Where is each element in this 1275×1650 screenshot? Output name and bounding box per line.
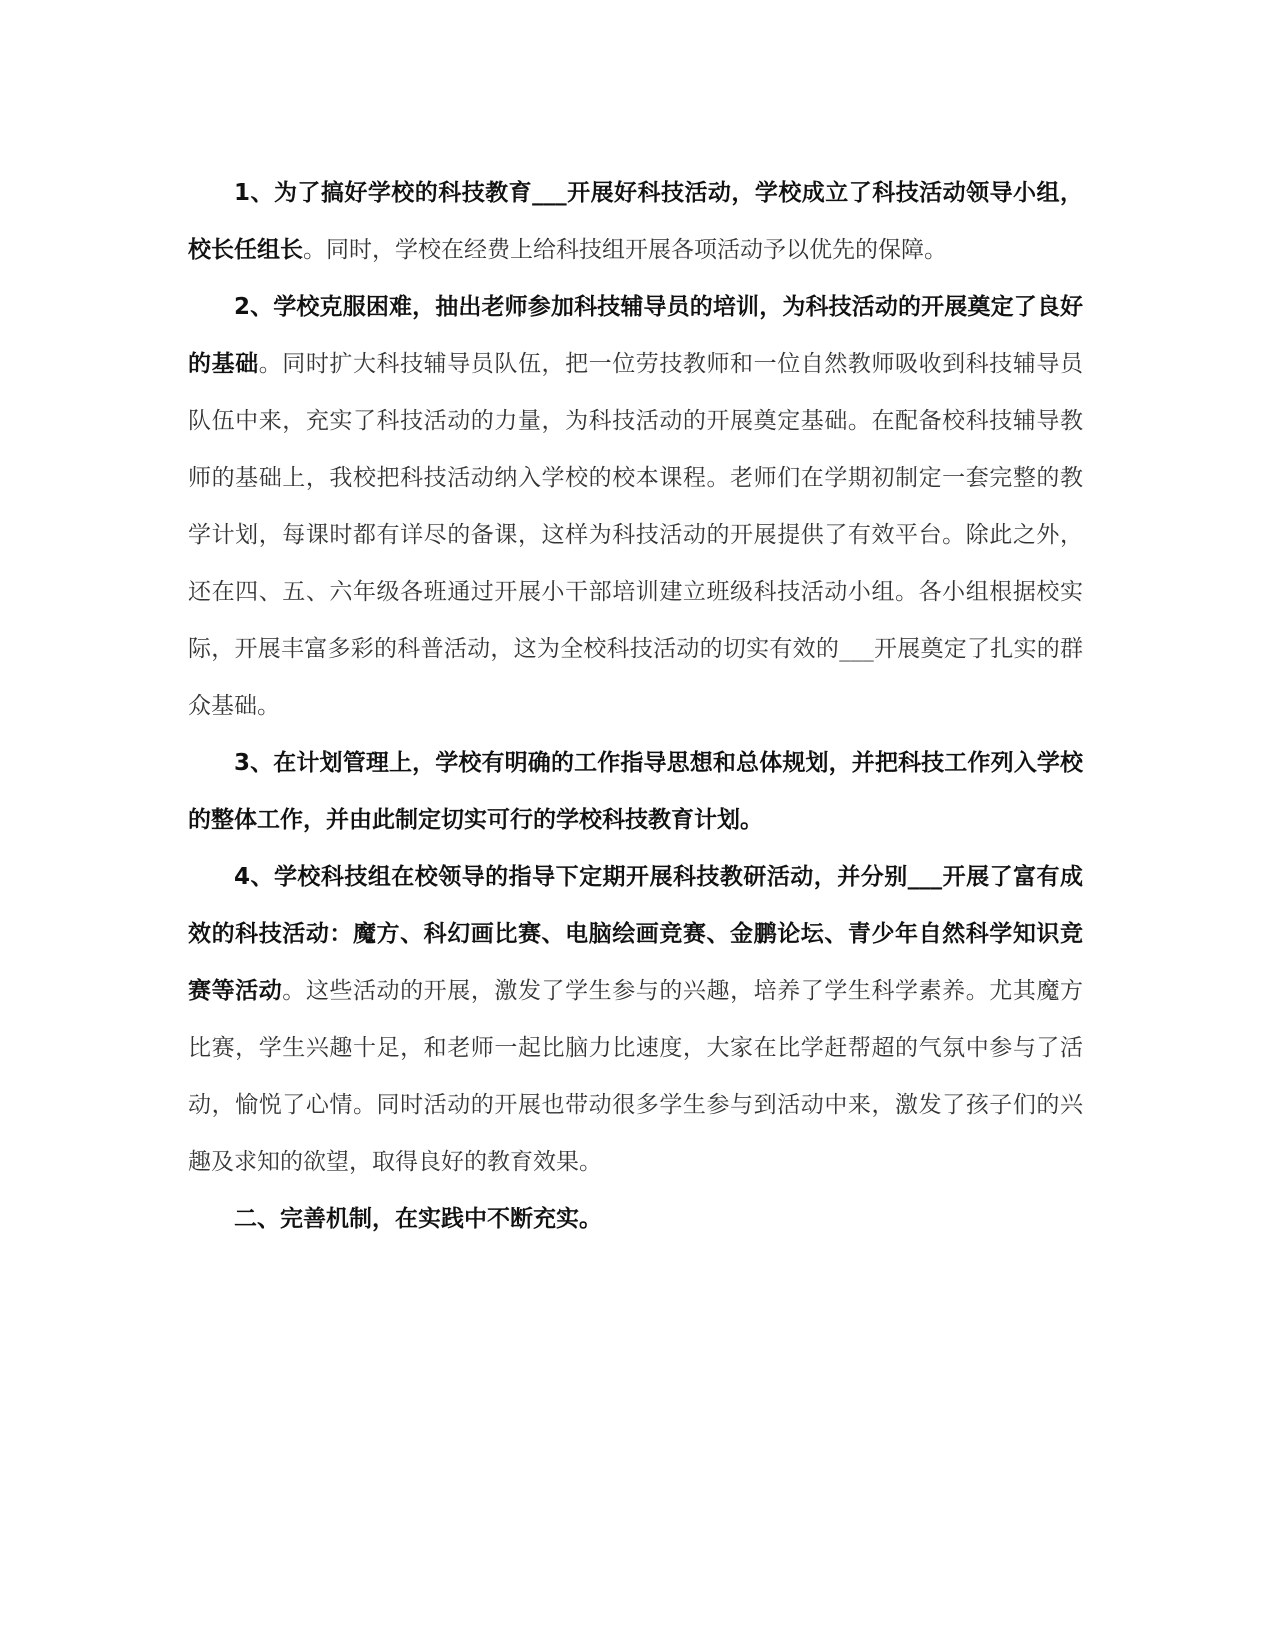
paragraph-2-bold: 2、学校克服困难，抽出老师参加科技辅导员的培训，为科技活动的开展奠定了良好的基础	[188, 294, 1083, 377]
paragraph-4	[188, 849, 1083, 1191]
paragraph-1-bold: 1、为了搞好学校的科技教育___开展好科技活动，学校成立了科技活动领导小组，校长任组长	[188, 180, 1083, 263]
paragraph-1	[188, 165, 1083, 279]
paragraph-2-regular: 。同时扩大科技辅导员队伍，把一位劳技教师和一位自然教师吸收到科技辅导员队伍中来，充实了科技活动的力量，为科技活动的开展奠定基础。在配备校科技辅导教师的基础上，我校把科技活动纳入学校的校本课程。老师们在学期初制定一套完整的教学计划，每课时都有详尽的备课，这样为科技活动的开展提供了有效平台。除此之外，还在四、五、六年级各班通过开展小干部培训建立班级科技活动小组。各小组根据校实际，开展丰富多彩的科普活动，这为全校科技活动的切实有效的___开展奠定了扎实的群众基础。	[188, 351, 1084, 719]
section-heading-text: 二、完善机制，在实践中不断充实。	[234, 1206, 602, 1232]
paragraph-2	[188, 279, 1083, 735]
document-body	[188, 165, 1083, 1248]
paragraph-1-regular: 。同时，学校在经费上给科技组开展各项活动予以优先的保障。	[303, 237, 947, 263]
paragraph-3	[188, 735, 1083, 849]
paragraph-4-bold: 4、学校科技组在校领导的指导下定期开展科技教研活动，并分别___开展了富有成效的科技活动：魔方、科幻画比赛、电脑绘画竞赛、金鹏论坛、青少年自然科学知识竞赛等活动	[188, 864, 1083, 1004]
section-heading	[188, 1191, 1083, 1248]
paragraph-3-bold: 3、在计划管理上，学校有明确的工作指导思想和总体规划，并把科技工作列入学校的整体工作，并由此制定切实可行的学校科技教育计划。	[188, 750, 1083, 833]
paragraph-4-regular: 。这些活动的开展，激发了学生参与的兴趣，培养了学生科学素养。尤其魔方比赛，学生兴趣十足，和老师一起比脑力比速度，大家在比学赶帮超的气氛中参与了活动，愉悦了心情。同时活动的开展也带动很多学生参与到活动中来，激发了孩子们的兴趣及求知的欲望，取得良好的教育效果。	[188, 978, 1084, 1175]
